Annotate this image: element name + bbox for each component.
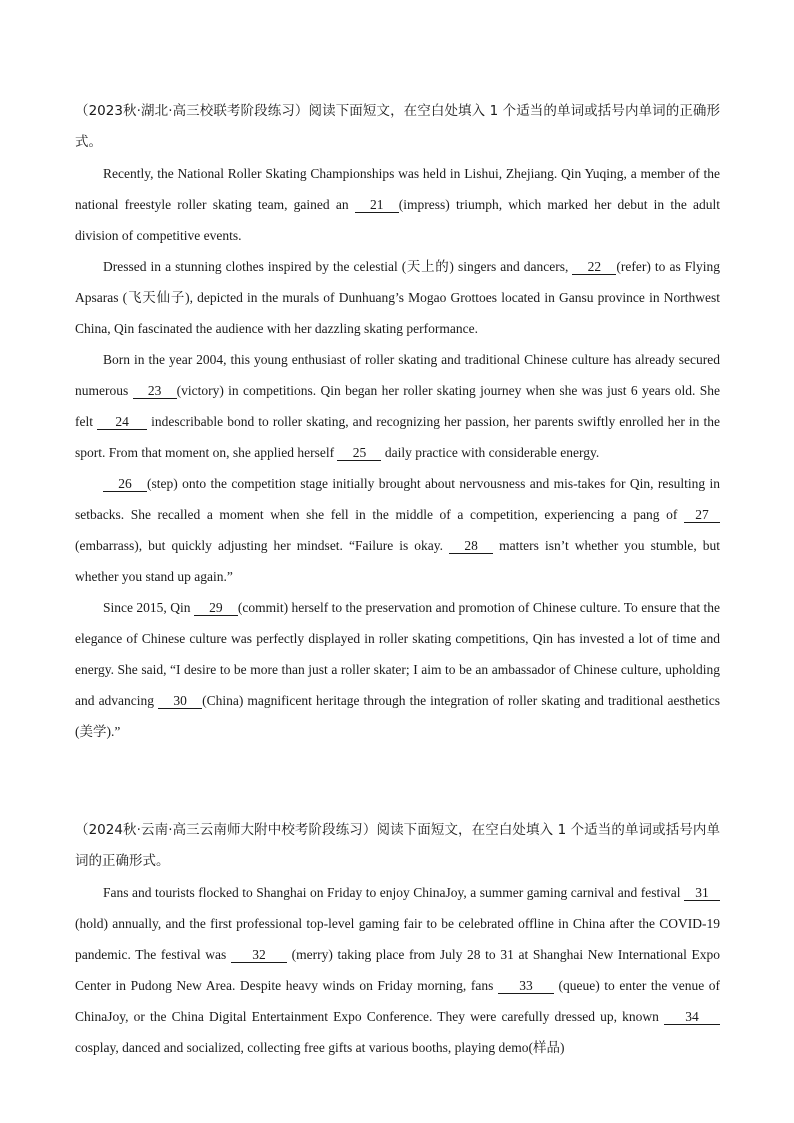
blank-27[interactable]: 27 [684, 507, 720, 523]
blank-32[interactable]: 32 [231, 947, 287, 963]
paragraph-1 [75, 158, 720, 251]
passage-section-2 [75, 815, 720, 1063]
text: (merry) taking place from July 28 to 31 at Shanghai New International Expo Center in Pudong New Area. Despite heavy winds on Friday morning, fans [75, 947, 721, 993]
text: (commit) herself to the preservation and promotion of Chinese culture. To ensure that the elegance of Chinese culture was perfectly displayed in roller skating competitions, Qin has invested a lot of time and energy. She said, “I desire to be more than just a roller skater; I aim to be an ambassador of Chinese culture, upholding and advancing [75, 600, 720, 708]
paragraph-1 [75, 877, 720, 1063]
text: (refer) to as Flying Apsaras (飞天仙子), depicted in the murals of Dunhuang’s Mogao Grottoes located in Gansu province in Northwest China, Qin fascinated the audience with her dazzling skating performance. [75, 259, 721, 336]
blank-28[interactable]: 28 [449, 538, 493, 554]
text: indescribable bond to roller skating, and recognizing her passion, her parents swiftly enrolled her in the sport. From that moment on, she applied herself [75, 414, 720, 460]
text: (impress) triumph, which marked her debut in the adult division of competitive events. [75, 197, 720, 243]
blank-25[interactable]: 25 [337, 445, 381, 461]
blank-26[interactable]: 26 [103, 476, 147, 492]
blank-33[interactable]: 33 [498, 978, 554, 994]
passage-section-1 [75, 96, 720, 747]
section-heading: （2023秋·湖北·高三校联考阶段练习）阅读下面短文，在空白处填入 1 个适当的单词或括号内单词的正确形式。 [75, 103, 720, 150]
text: Since 2015, Qin [103, 600, 194, 615]
blank-22[interactable]: 22 [572, 259, 616, 275]
text: (China) magnificent heritage through the integration of roller skating and traditional aesthetics (美学).” [75, 693, 721, 739]
paragraph-5 [75, 592, 720, 747]
blank-31[interactable]: 31 [684, 885, 720, 901]
text: (step) onto the competition stage initially brought about nervousness and mis-takes for Qin, resulting in setbacks. She recalled a moment when she fell in the middle of a competition, experiencing a pang of [75, 476, 720, 522]
paragraph-4 [75, 468, 720, 592]
text: Fans and tourists flocked to Shanghai on Friday to enjoy ChinaJoy, a summer gaming carnival and festival [103, 885, 684, 900]
text: cosplay, danced and socialized, collecting free gifts at various booths, playing demo(样品) [75, 1040, 565, 1055]
text: Recently, the National Roller Skating Championships was held in Lishui, Zhejiang. Qin Yuqing, a member of the national freestyle roller skating team, gained an [75, 166, 720, 212]
text: Born in the year 2004, this young enthusiast of roller skating and traditional Chinese culture has already secured numerous [75, 352, 720, 398]
paragraph-3 [75, 344, 720, 468]
text: matters isn’t whether you stumble, but whether you stand up again.” [75, 538, 720, 584]
text: (hold) annually, and the first professional top-level gaming fair to be celebrated offline in China after the COVID-19 pandemic. The festival was [75, 916, 720, 962]
blank-29[interactable]: 29 [194, 600, 238, 616]
text: (embarrass), but quickly adjusting her mindset. “Failure is okay. [75, 538, 450, 553]
text: Dressed in a stunning clothes inspired by the celestial (天上的) singers and dancers, [103, 259, 573, 274]
text: (victory) in competitions. Qin began her roller skating journey when she was just 6 years old. She felt [75, 383, 720, 429]
blank-21[interactable]: 21 [355, 197, 399, 213]
blank-23[interactable]: 23 [133, 383, 177, 399]
section-heading: （2024秋·云南·高三云南师大附中校考阶段练习）阅读下面短文，在空白处填入 1 个适当的单词或括号内单词的正确形式。 [75, 822, 720, 869]
text: daily practice with considerable energy. [381, 445, 600, 460]
blank-30[interactable]: 30 [158, 693, 202, 709]
text: (queue) to enter the venue of ChinaJoy, or the China Digital Entertainment Expo Conference. They were carefully dressed up, known [75, 978, 720, 1024]
paragraph-2 [75, 251, 720, 344]
blank-34[interactable]: 34 [664, 1009, 720, 1025]
blank-24[interactable]: 24 [97, 414, 147, 430]
